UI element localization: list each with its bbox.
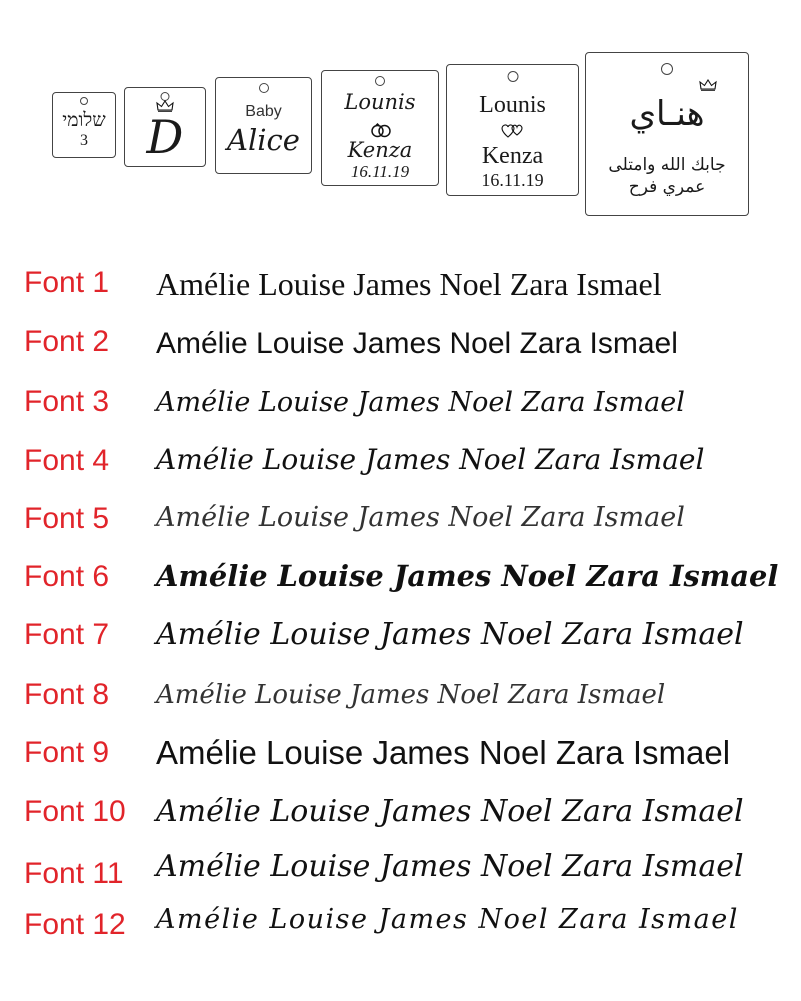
font-sample-text: Amélie Louise James Noel Zara Ismael: [156, 734, 731, 771]
tag-line-2: Alice: [227, 123, 300, 157]
font-sample-text: Amélie Louise James Noel Zara Ismael: [156, 680, 666, 710]
tag-hole: [80, 97, 88, 105]
font-label: Font 8: [24, 678, 110, 711]
font-label: Font 10: [24, 795, 126, 828]
font-label: Font 7: [24, 618, 110, 651]
font-sample-text: Amélie Louise James Noel Zara Ismael: [156, 849, 744, 884]
tag-line-2: جابك الله وامتلى: [608, 155, 726, 175]
crown-icon: [699, 79, 717, 91]
tag-arabic: [585, 52, 749, 216]
font-label: Font 11: [24, 857, 124, 890]
tag-line-1: שלומי: [62, 110, 106, 131]
tag-line-1: هنـاي: [629, 94, 705, 134]
font-label: Font 9: [24, 736, 110, 769]
font-label: Font 3: [24, 385, 110, 418]
tag-monogram: [124, 87, 206, 167]
tag-line-3: 16.11.19: [481, 170, 544, 190]
font-sample-text: Amélie Louise James Noel Zara Ismael: [156, 327, 678, 360]
tag-monogram-letter: D: [146, 110, 184, 164]
tag-couple-small: [321, 70, 439, 186]
font-sample-text: Amélie Louise James Noel Zara Ismael: [156, 443, 705, 476]
font-sample-text: Amélie Louise James Noel Zara Ismael: [156, 266, 662, 302]
tag-line-1: Baby: [245, 103, 282, 120]
font-label: Font 6: [24, 560, 110, 593]
tag-line-3: عمري فرح: [628, 177, 706, 197]
font-sample-text: Amélie Louise James Noel Zara Ismael: [156, 617, 744, 652]
tag-line-2: Kenza: [481, 143, 544, 169]
font-label: Font 1: [24, 266, 110, 299]
tag-line-2: Kenza: [347, 138, 413, 162]
tag-hole: [661, 63, 673, 75]
tag-hole: [259, 83, 269, 93]
font-label: Font 12: [24, 908, 126, 941]
font-sample-text: Amélie Louise James Noel Zara Ismael: [156, 904, 739, 935]
font-label: Font 5: [24, 502, 110, 535]
tag-hole: [507, 71, 518, 82]
hearts-icon: [500, 121, 526, 139]
font-label: Font 4: [24, 444, 110, 477]
tag-line-2: 3: [80, 132, 88, 149]
font-sample-text: Amélie Louise James Noel Zara Ismael: [156, 794, 744, 829]
tag-hebrew-name: [52, 92, 116, 158]
tag-line-1: Lounis: [344, 90, 416, 114]
tag-couple-medium: [446, 64, 579, 196]
tag-hole: [375, 76, 385, 86]
rings-icon: [369, 122, 393, 138]
tag-baby-name: [215, 77, 312, 174]
font-sample-text: Amélie Louise James Noel Zara Ismael: [156, 559, 779, 593]
tag-line-3: 16.11.19: [350, 162, 410, 181]
font-sample-text: Amélie Louise James Noel Zara Ismael: [156, 502, 685, 533]
tag-line-1: Lounis: [479, 92, 546, 118]
font-sample-text: Amélie Louise James Noel Zara Ismael: [156, 387, 685, 418]
font-label: Font 2: [24, 325, 110, 358]
